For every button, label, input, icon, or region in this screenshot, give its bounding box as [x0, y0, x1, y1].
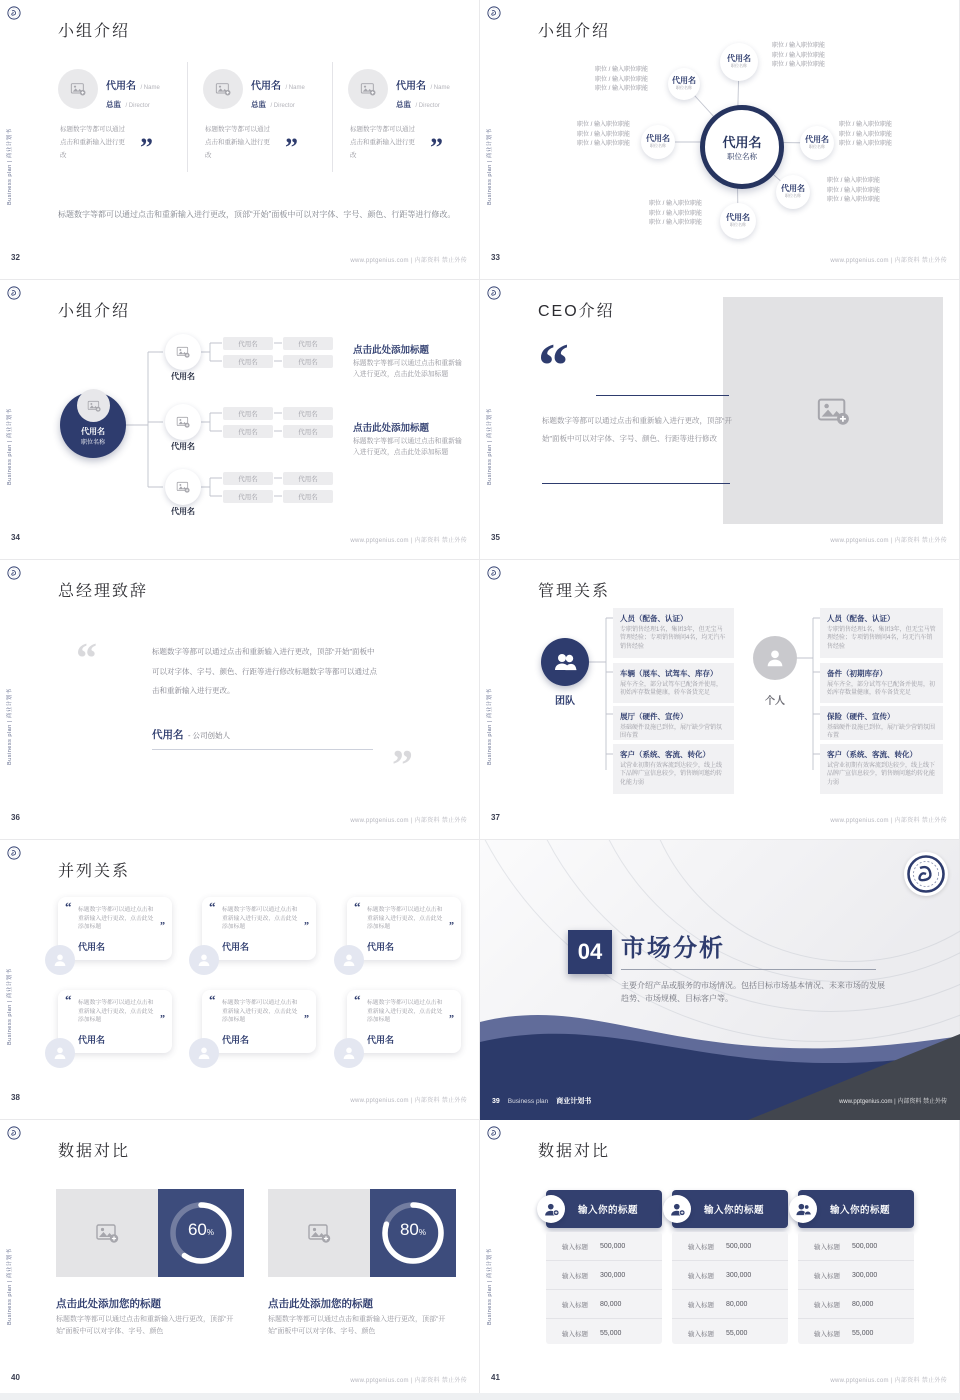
page-number: 33 [491, 253, 500, 262]
table-row: 输入标题 80,000 [798, 1289, 914, 1318]
panel-heading: 点击此处添加您的标题 [268, 1298, 373, 1310]
avatar [45, 1038, 75, 1068]
block-heading: 点击此处添加标题 [353, 345, 430, 356]
panel-body: 标题数字等都可以通过点击和重新输入进行更改，顶部“开始”面板中可以对字体、字号、颜色 [56, 1316, 234, 1335]
quote-close-icon: ” [160, 921, 165, 932]
quote-card [202, 990, 316, 1053]
bottom-margin [0, 1393, 960, 1400]
footer-cn: 商业计划书 [556, 1098, 592, 1105]
info-box: 客户（系统、客流、转化） 试营业初期有效客流到达较少，线上线下品牌广宣信息较少，销售顾问邀约转化能力弱 [613, 744, 734, 794]
panel-body: 标题数字等都可以通过点击和重新输入进行更改，顶部“开始”面板中可以对字体、字号、颜色 [268, 1316, 446, 1335]
slide-34[interactable] [0, 280, 480, 560]
slide-35[interactable] [480, 280, 960, 560]
quote-close-icon: ” [392, 743, 413, 789]
name-pill: 代用名 [283, 425, 333, 438]
side-brand-text: Business plan | 商业计划书 [7, 408, 13, 485]
brand-logo-badge [904, 852, 948, 896]
quote-open-icon: “ [354, 992, 361, 1007]
person-add-icon [669, 1201, 686, 1218]
name-pill: 代用名 [223, 425, 273, 438]
member-name: 代用名 [251, 81, 281, 92]
donut-panel [370, 1189, 456, 1277]
quote-card [347, 990, 461, 1053]
member-body: 标题数字等都可以通过点击和重新输入进行更改 [350, 126, 415, 159]
root-sub: 职位名称 [80, 440, 105, 446]
node-notes: 职位 / 输入职位职能 职位 / 输入职位职能 职位 / 输入职位职能 [827, 178, 881, 203]
table-row: 输入标题 80,000 [546, 1289, 662, 1318]
slide-title: 小组介绍 [58, 23, 131, 40]
member-role-note: / Director [125, 103, 150, 109]
person-icon [52, 952, 68, 968]
slide-title: 总经理致辞 [58, 583, 149, 600]
slide-40[interactable] [0, 1120, 480, 1400]
data-table [546, 1232, 662, 1344]
quote-card [347, 897, 461, 960]
page-number: 40 [11, 1373, 20, 1382]
quote-open-icon: “ [76, 636, 97, 682]
page-number: 32 [11, 253, 20, 262]
node-notes: 职位 / 输入职位职能 职位 / 输入职位职能 职位 / 输入职位职能 [772, 43, 826, 68]
text-block [353, 420, 465, 458]
founder-role: - 公司创始人 [187, 731, 231, 740]
people-icon [795, 1201, 812, 1218]
org-node: 代用名 职位名称 [641, 125, 675, 159]
table-row: 输入标题 500,000 [814, 1242, 878, 1251]
member-name-note: / Name [140, 85, 160, 91]
side-brand-text: Business plan | 商业计划书 [487, 408, 493, 485]
name-pill: 代用名 [223, 490, 273, 503]
info-box: 人员（配备、认证） 专职销售经理1名，集团3年，但无宝马管理经验；专项销售顾问4名，均无汽车销售经验 [613, 608, 734, 658]
section-title: 市场分析 [621, 935, 725, 962]
person-icon [52, 1045, 68, 1061]
image-placeholder-icon [176, 480, 190, 494]
name-pill: 代用名 [283, 472, 333, 485]
avatar [203, 69, 243, 109]
branch-label: 代用名 [171, 372, 195, 381]
name-pill: 代用名 [283, 490, 333, 503]
footer-watermark: www.pptgenius.com | 内部资料 禁止外传 [350, 1378, 467, 1384]
table-row: 输入标题 500,000 [562, 1242, 626, 1251]
footer-watermark: www.pptgenius.com | 内部资料 禁止外传 [350, 1098, 467, 1104]
quote-close-icon: ” [449, 1014, 454, 1025]
footer-en: Business plan [507, 1098, 549, 1105]
footer-watermark: www.pptgenius.com | 内部资料 禁止外传 [350, 538, 467, 544]
person-icon [196, 1045, 212, 1061]
table-row: 输入标题 80,000 [672, 1289, 788, 1318]
people-icon [553, 650, 577, 674]
section-body: 主要介绍产品或服务的市场情况。包括目标市场基本情况、未来市场的发展趋势、市场规模、目标客户等。 [621, 981, 885, 1003]
table-row: 输入标题 55,000 [546, 1318, 662, 1347]
image-placeholder-icon [70, 81, 86, 97]
card-name: 代用名 [222, 1035, 250, 1045]
team-label: 团队 [555, 696, 575, 707]
image-placeholder-icon [215, 81, 231, 97]
donut-panel [158, 1189, 244, 1277]
founder-name: 代用名 [152, 729, 184, 741]
name-pill: 代用名 [283, 355, 333, 368]
quote-open-icon: “ [209, 992, 216, 1007]
person-icon [341, 1045, 357, 1061]
card-body: 标题数字等都可以通过点击和重新输入进行更改，点击此处添加标题 [222, 907, 298, 931]
quote-open-icon: “ [209, 899, 216, 914]
slide-33[interactable] [480, 0, 960, 280]
card-name: 代用名 [367, 1035, 395, 1045]
org-node: 代用名 职位名称 [720, 43, 758, 81]
quote-close-icon: ” [140, 133, 153, 162]
info-box: 客户（系统、客流、转化） 试营业初期有效客流到达较少，线上线下品牌广宣信息较少，销售顾问邀约转化能力弱 [820, 744, 943, 794]
org-node: 代用名 职位名称 [720, 203, 756, 239]
brand-logo-icon [7, 566, 21, 580]
footer-watermark: www.pptgenius.com | 内部资料 禁止外传 [830, 818, 947, 824]
avatar [334, 945, 364, 975]
branch-node [165, 469, 201, 505]
quote-close-icon: ” [285, 133, 298, 162]
member-role-note: / Director [270, 103, 295, 109]
text-block [353, 342, 465, 380]
avatar [334, 1038, 364, 1068]
card-name: 代用名 [78, 1035, 106, 1045]
page-number: 35 [491, 533, 500, 542]
image-placeholder-icon [176, 345, 190, 359]
person-icon [196, 952, 212, 968]
root-avatar [77, 389, 110, 422]
member-role: 总监 [106, 100, 121, 109]
root-name: 代用名 [81, 427, 105, 436]
person-doc-icon [543, 1201, 560, 1218]
slide-title: CEO介绍 [538, 303, 615, 320]
branch-label: 代用名 [171, 442, 195, 451]
panel-heading: 点击此处添加您的标题 [56, 1298, 161, 1310]
quote-body: 标题数字等都可以通过点击和重新输入进行更改，顶部“开始”面板中可以对字体、字号、颜色、行距等进行修改 [542, 416, 732, 443]
table-row: 输入标题 300,000 [672, 1260, 788, 1289]
member-name-note: / Name [430, 85, 450, 91]
slide-38[interactable] [0, 840, 480, 1120]
image-placeholder-icon [87, 399, 101, 413]
brand-logo-icon [487, 286, 501, 300]
quote-card [58, 990, 172, 1053]
member-role: 总监 [251, 100, 266, 109]
table-row: 输入标题 300,000 [798, 1260, 914, 1289]
block-body: 标题数字等都可以通过点击和重新输入进行更改，点击此处添加标题 [353, 360, 462, 378]
node-notes: 职位 / 输入职位职能 职位 / 输入职位职能 职位 / 输入职位职能 [594, 67, 648, 92]
percent-value: 80 [399, 1220, 419, 1239]
person-icon [764, 647, 786, 669]
card-header: 输入你的标题 [830, 1205, 891, 1216]
org-node: 代用名 职位名称 [800, 126, 834, 160]
avatar [348, 69, 388, 109]
name-pill: 代用名 [223, 337, 273, 350]
speech-body: 标题数字等都可以通过点击和重新输入进行更改，顶部“开始”面板中可以对字体、字号、颜色、行距等进行修改标题数字等都可以通过点击和重新输入进行更改。 [152, 647, 377, 695]
slide-title: 并列关系 [58, 863, 131, 880]
name-pill: 代用名 [283, 337, 333, 350]
image-placeholder-icon [176, 415, 190, 429]
slide-title: 小组介绍 [58, 303, 131, 320]
slide-39[interactable] [480, 840, 960, 1120]
brand-logo-icon [906, 854, 946, 894]
card-name: 代用名 [367, 942, 395, 952]
card-body: 标题数字等都可以通过点击和重新输入进行更改，点击此处添加标题 [222, 1000, 298, 1024]
quote-card [202, 897, 316, 960]
side-brand-text: Business plan | 商业计划书 [487, 1248, 493, 1325]
slide-title: 数据对比 [58, 1143, 131, 1160]
branch-node [165, 334, 201, 370]
org-node: 代用名 职位名称 [776, 175, 810, 209]
quote-close-icon: ” [304, 1014, 309, 1025]
node-notes: 职位 / 输入职位职能 职位 / 输入职位职能 职位 / 输入职位职能 [648, 201, 702, 226]
image-placeholder [56, 1189, 158, 1277]
data-table [798, 1232, 914, 1344]
percent-sign: % [206, 1228, 215, 1237]
quote-close-icon: ” [449, 921, 454, 932]
table-row: 输入标题 55,000 [798, 1318, 914, 1347]
footer-watermark: www.pptgenius.com | 内部资料 禁止外传 [830, 258, 947, 264]
quote-open-icon: “ [65, 992, 72, 1007]
page-number: 39 [492, 1098, 500, 1105]
avatar [45, 945, 75, 975]
card-body: 标题数字等都可以通过点击和重新输入进行更改，点击此处添加标题 [78, 1000, 154, 1024]
individual-circle [753, 636, 797, 680]
slide-note: 标题数字等都可以通过点击和重新输入进行更改，顶部“开始”面板中可以对字体、字号、颜色、行距等进行修改。 [58, 210, 456, 219]
card-header: 输入你的标题 [704, 1205, 765, 1216]
block-heading: 点击此处添加标题 [353, 423, 430, 434]
page-number: 34 [11, 533, 20, 542]
quote-open-icon: “ [65, 899, 72, 914]
quote-card [58, 897, 172, 960]
footer-watermark: www.pptgenius.com | 内部资料 禁止外传 [830, 538, 947, 544]
footer-watermark: www.pptgenius.com | 内部资料 禁止外传 [830, 1378, 947, 1384]
quote-open-icon: “ [538, 332, 569, 400]
member-name-note: / Name [285, 85, 305, 91]
node-notes: 职位 / 输入职位职能 职位 / 输入职位职能 职位 / 输入职位职能 [576, 122, 630, 147]
image-add-icon [307, 1221, 331, 1245]
page-number: 37 [491, 813, 500, 822]
image-placeholder [723, 297, 943, 524]
avatar [189, 1038, 219, 1068]
card-body: 标题数字等都可以通过点击和重新输入进行更改，点击此处添加标题 [78, 907, 154, 931]
slide-32[interactable] [0, 0, 480, 280]
slide-36[interactable] [0, 560, 480, 840]
side-brand-text: Business plan | 商业计划书 [7, 1248, 13, 1325]
card-header: 输入你的标题 [578, 1205, 639, 1216]
org-node: 代用名 职位名称 [668, 68, 700, 100]
quote-close-icon: ” [304, 921, 309, 932]
name-pill: 代用名 [223, 355, 273, 368]
percent-value: 60 [187, 1220, 207, 1239]
page-number: 38 [11, 1093, 20, 1102]
info-box: 备件（初期库存） 展车齐全，部分试驾车已配备并使用，初始库存数量健康，轿车备货充足 [820, 663, 943, 703]
side-brand-text: Business plan | 商业计划书 [7, 688, 13, 765]
side-brand-text: Business plan | 商业计划书 [487, 688, 493, 765]
member-name: 代用名 [106, 81, 136, 92]
rule [542, 483, 730, 484]
member-role: 总监 [396, 100, 411, 109]
side-brand-text: Business plan | 商业计划书 [7, 128, 13, 205]
card-name: 代用名 [78, 942, 106, 952]
card-name: 代用名 [222, 942, 250, 952]
divider [332, 62, 333, 172]
name-pill: 代用名 [223, 472, 273, 485]
name-pill: 代用名 [283, 407, 333, 420]
table-row: 输入标题 300,000 [546, 1260, 662, 1289]
image-add-icon [816, 394, 850, 428]
team-circle [541, 638, 589, 686]
side-brand-text: Business plan | 商业计划书 [7, 968, 13, 1045]
card-body: 标题数字等都可以通过点击和重新输入进行更改，点击此处添加标题 [367, 1000, 443, 1024]
info-box: 车辆（展车、试驾车、库存） 展车齐全，部分试驾车已配备并使用，初始库存数量健康，轿车备货充足 [613, 663, 734, 703]
slide-title: 管理关系 [538, 583, 611, 600]
branch-node [165, 404, 201, 440]
table-row: 输入标题 500,000 [688, 1242, 752, 1251]
person-icon [341, 952, 357, 968]
org-center-node: 代用名 职位名称 [700, 105, 784, 189]
branch-label: 代用名 [171, 507, 195, 516]
table-row: 输入标题 55,000 [672, 1318, 788, 1347]
section-number: 04 [568, 930, 612, 974]
brand-logo-icon [7, 6, 21, 20]
slide-title: 小组介绍 [538, 23, 611, 40]
quote-close-icon: ” [160, 1014, 165, 1025]
slide-37[interactable] [480, 560, 960, 840]
slide-title: 数据对比 [538, 1143, 611, 1160]
page-number: 41 [491, 1373, 500, 1382]
footer-watermark: www.pptgenius.com | 内部资料 禁止外传 [350, 258, 467, 264]
side-brand-text: Business plan | 商业计划书 [487, 128, 493, 205]
member-body: 标题数字等都可以通过点击和重新输入进行更改 [60, 126, 125, 159]
avatar [189, 945, 219, 975]
image-placeholder-icon [360, 81, 376, 97]
image-add-icon [95, 1221, 119, 1245]
member-body: 标题数字等都可以通过点击和重新输入进行更改 [205, 126, 270, 159]
avatar [58, 69, 98, 109]
brand-logo-icon [7, 1126, 21, 1140]
block-body: 标题数字等都可以通过点击和重新输入进行更改，点击此处添加标题 [353, 438, 462, 456]
info-box: 展厅（硬件、宣传） 基础硬件设施已到位，展厅缺少营销氛围布置 [613, 706, 734, 740]
quote-open-icon: “ [354, 899, 361, 914]
percent-sign: % [418, 1228, 427, 1237]
node-notes: 职位 / 输入职位职能 职位 / 输入职位职能 职位 / 输入职位职能 [839, 122, 893, 147]
brand-logo-icon [7, 846, 21, 860]
rule [152, 749, 373, 750]
data-table [672, 1232, 788, 1344]
info-box: 人员（配备、认证） 专职销售经理1名，集团3年，但无宝马管理经验；专项销售顾问4名，均无汽车销售经验 [820, 608, 943, 658]
image-placeholder [268, 1189, 370, 1277]
quote-close-icon: ” [430, 133, 443, 162]
member-name: 代用名 [396, 81, 426, 92]
card-body: 标题数字等都可以通过点击和重新输入进行更改，点击此处添加标题 [367, 907, 443, 931]
member-role-note: / Director [415, 103, 440, 109]
rule [621, 969, 876, 970]
individual-label: 个人 [765, 696, 785, 707]
rule [596, 395, 729, 396]
divider [187, 62, 188, 172]
brand-logo-icon [487, 1126, 501, 1140]
info-box: 保险（硬件、宣传） 基础硬件设施已到位，展厅缺少营销氛围布置 [820, 706, 943, 740]
slide-41[interactable] [480, 1120, 960, 1400]
page-number: 36 [11, 813, 20, 822]
footer-watermark: www.pptgenius.com | 内部资料 禁止外传 [350, 818, 467, 824]
name-pill: 代用名 [223, 407, 273, 420]
footer-watermark: www.pptgenius.com | 内部资料 禁止外传 [839, 1099, 947, 1105]
